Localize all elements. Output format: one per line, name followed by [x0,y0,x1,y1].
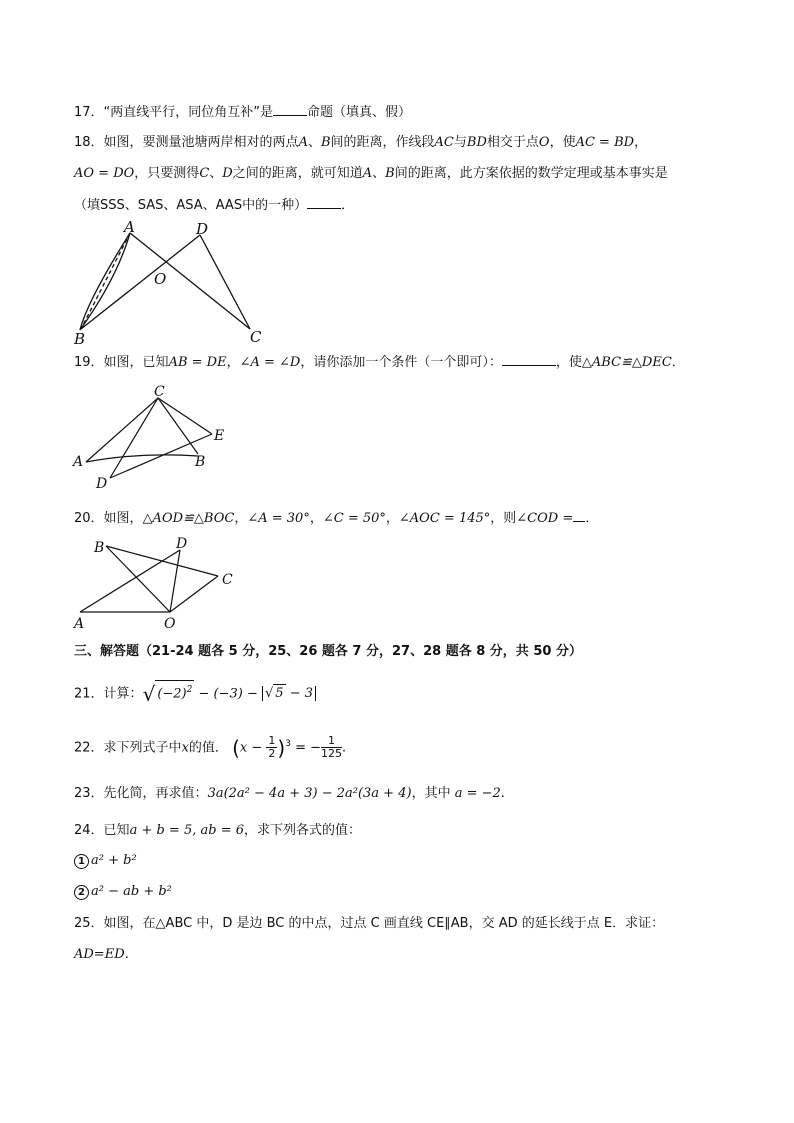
question-17: 17．“两直线平行，同位角互补”是 命题（填真、假） [74,105,412,120]
label-o: O [164,616,176,632]
segment-bd [81,235,200,329]
figure-19-triangles [70,382,240,494]
question-19: 19．如图，已知AB = DE，∠A = ∠D，请你添加一个条件（一个即可）： ，使△ABC≌△DEC． [74,355,685,370]
question-25-line2: AD=ED． [74,947,138,962]
answer-blank[interactable] [307,196,341,209]
label-c: C [154,384,165,400]
segment-ad [80,550,180,612]
segment-do [170,550,180,612]
answer-blank[interactable] [573,509,585,522]
label-a: A [74,616,85,632]
label-o: O [154,270,167,288]
question-24-item-2: 2 a² − ab + b² [74,883,172,901]
section-3-heading: 三、解答题（21-24 题各 5 分，25、26 题各 7 分，27、28 题各 8 分，共 50 分） [74,644,582,659]
answer-blank[interactable] [502,353,556,366]
label-c: C [222,572,233,588]
question-18-line1: 18．如图，要测量池塘两岸相对的两点A、B间的距离，作线段AC与BD相交于点O，使AC = BD， [74,135,648,150]
triangle-abc-sides [86,398,198,462]
segment-ac [130,233,250,329]
figure-18-pond [70,218,280,350]
question-21: 21．计算：√ $(-2)^2 - (-3)$ − √ 5 − 3 [74,680,316,703]
label-e: E [214,428,225,444]
label-a: A [124,218,135,236]
question-25-line1: 25．如图，在△ABC 中，D 是边 BC 的中点，过点 C 画直线 CE∥AB，交 AD 的延长线于点 E．求证： [74,916,665,931]
segment-co [170,576,218,612]
label-d: D [96,476,108,492]
question-18-line2: AO = DO，只要测得C、D之间的距离，就可知道A、B间的距离，此方案依据的数学定理或基本事实是 [74,166,668,181]
label-b: B [74,330,86,348]
question-24: 24．已知a + b = 5, ab = 6，求下列各式的值： [74,823,362,838]
label-d: D [196,220,209,238]
label-c: C [250,328,262,346]
label-a: A [73,454,84,470]
label-d: D [176,536,188,552]
segment-ab [86,455,198,462]
segment-dc [200,235,250,329]
label-b: B [94,540,105,556]
answer-blank[interactable] [273,103,307,116]
question-24-item-1: 1 a² + b² [74,852,137,870]
figure-20-triangles [70,534,250,630]
question-20: 20．如图，△AOD≌△BOC，∠A = 30°，∠C = 50°，∠AOC = 145°，则∠COD = ． [74,511,599,526]
question-23: 23．先化简，再求值：3a(2a² − 4a + 3) − 2a²(3a + 4)，其中 a = −2. [74,786,505,801]
segment-ab-dashed [81,233,130,329]
segment-bo [106,546,170,612]
label-b: B [195,454,206,470]
question-18-line3: （填SSS、SAS、ASA、AAS中的一种） ． [74,198,355,213]
question-22: 22．求下列式子中x的值． (x − $\frac{1}{2}$ )$^3$ = − $\frac{1}{125}$ . [74,734,347,761]
